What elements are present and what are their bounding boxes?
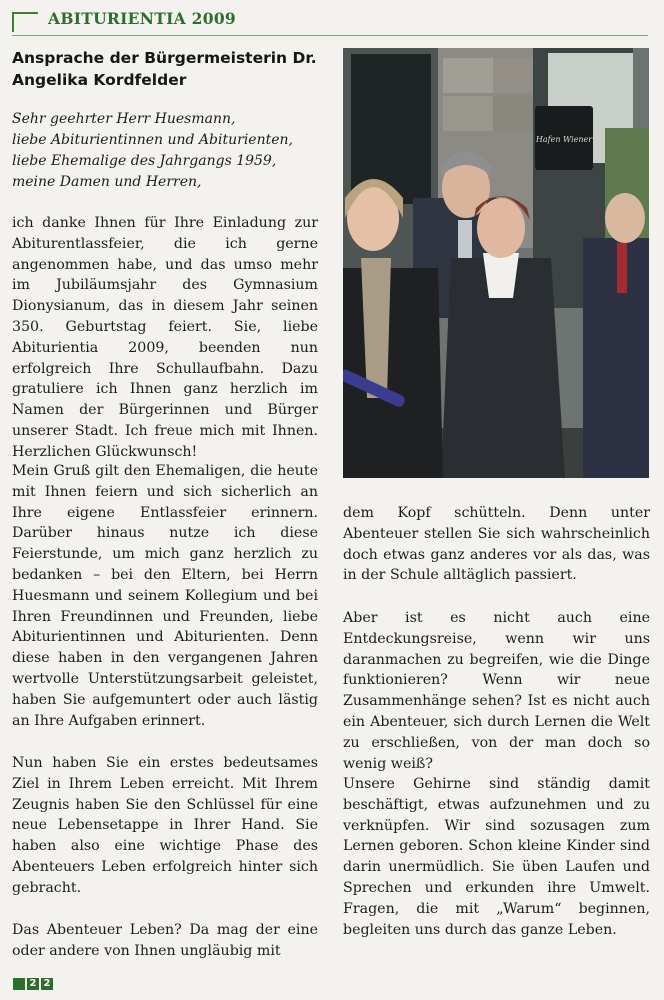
plaque-sign-text: Hafen Wiener: [535, 135, 593, 144]
salutation-line: liebe Abiturientinnen und Abiturienten,: [12, 132, 293, 148]
left-paragraph-3: Nun haben Sie ein erstes bedeutsames Ziel in Ihrem Leben erreicht. Mit Ihrem Zeugnis haben Sie den Schlüssel für eine neue Lebensetappe in Ihrer Hand. Sie haben also eine wichtige Phase des Abenteuers Leben erfolgreich hinter sich gebracht.: [12, 755, 318, 896]
right-paragraph-2: Aber ist es nicht auch eine Entdeckungsreise, wenn wir uns daranmachen zu begreifen, wie die Dinge funktionieren? Wenn wir neue Zusammenhänge sehen? Ist es nicht auch ein Abenteuer, sich durch Lernen die Welt zu erschließen, von der man doch so wenig weiß?: [343, 610, 650, 772]
header-rule: [12, 35, 648, 36]
salutation: [12, 109, 330, 193]
page-number-digit: 2: [41, 978, 53, 990]
right-paragraph-1: dem Kopf schütteln. Denn unter Abenteuer stellen Sie sich wahrscheinlich doch etwas ganz anderes vor als das, was in der Schule alltäglich passiert.: [343, 505, 650, 584]
section-title: ABITURIENTIA 2009: [48, 9, 236, 28]
left-paragraph-2: Mein Gruß gilt den Ehemaligen, die heute mit Ihnen feiern und sich sicherlich an Ihre eigene Entlassfeier erinnern. Darüber hinaus nutze ich diese Feierstunde, um mich ganz herzlich zu bedanken – bei den Eltern, bei Herrn Huesmann und seinem Kollegium und bei Ihren Freundinnen und Freunden, liebe Abiturientinnen und Abiturienten. Denn diese haben in den vergangenen Jahren wertvolle Unterstützungsarbeit geleistet, haben Sie aufgemuntert oder auch lästig an Ihre Aufgaben erinnert.: [12, 463, 318, 729]
right-paragraph-3: Unsere Gehirne sind ständig damit beschäftigt, etwas aufzunehmen und zu verknüpfen. Wir sind sozusagen zum Lernen geboren. Schon kleine Kinder sind darin unermüdlich. Sie üben Laufen und Sprechen und erkunden ihre Umwelt. Fragen, die mit „Warum“ beginnen, begleiten uns durch das ganze Leben.: [343, 776, 650, 938]
group-photo: [343, 48, 649, 478]
article-headline: Ansprache der Bürgermeisterin Dr. Angelika Kordfelder: [12, 49, 317, 89]
salutation-line: meine Damen und Herren,: [12, 174, 202, 190]
header-bracket-ornament: [12, 12, 38, 32]
person-center-face: [477, 198, 525, 258]
left-paragraph-4: Das Abenteuer Leben? Da mag der eine oder andere von Ihnen ungläubig mit: [12, 922, 318, 959]
person-right-suit: [583, 238, 649, 478]
page-number-digit: 2: [27, 978, 39, 990]
page-number-marker: [13, 978, 25, 990]
person-left-coat: [343, 268, 443, 478]
salutation-line: Sehr geehrter Herr Huesmann,: [12, 111, 236, 127]
salutation-line: liebe Ehemalige des Jahrgangs 1959,: [12, 153, 277, 169]
left-paragraph-1: ich danke Ihnen für Ihre Einladung zur Abiturentlassfeier, die ich gerne angenommen habe, und das umso mehr im Jubiläumsjahr des Gymnasium Dionysianum, das in diesem Jahr seinen 350. Geburtstag feiert. Sie, liebe Abiturientia 2009, beenden nun erfolgreich Ihre Schullaufbahn. Dazu gratuliere ich Ihnen ganz herzlich im Namen der Bürgerinnen und Bürger unserer Stadt. Ich freue mich mit Ihnen. Herzlichen Glückwunsch!: [12, 215, 318, 460]
page-number: [13, 978, 53, 990]
person-right-face: [605, 193, 645, 243]
